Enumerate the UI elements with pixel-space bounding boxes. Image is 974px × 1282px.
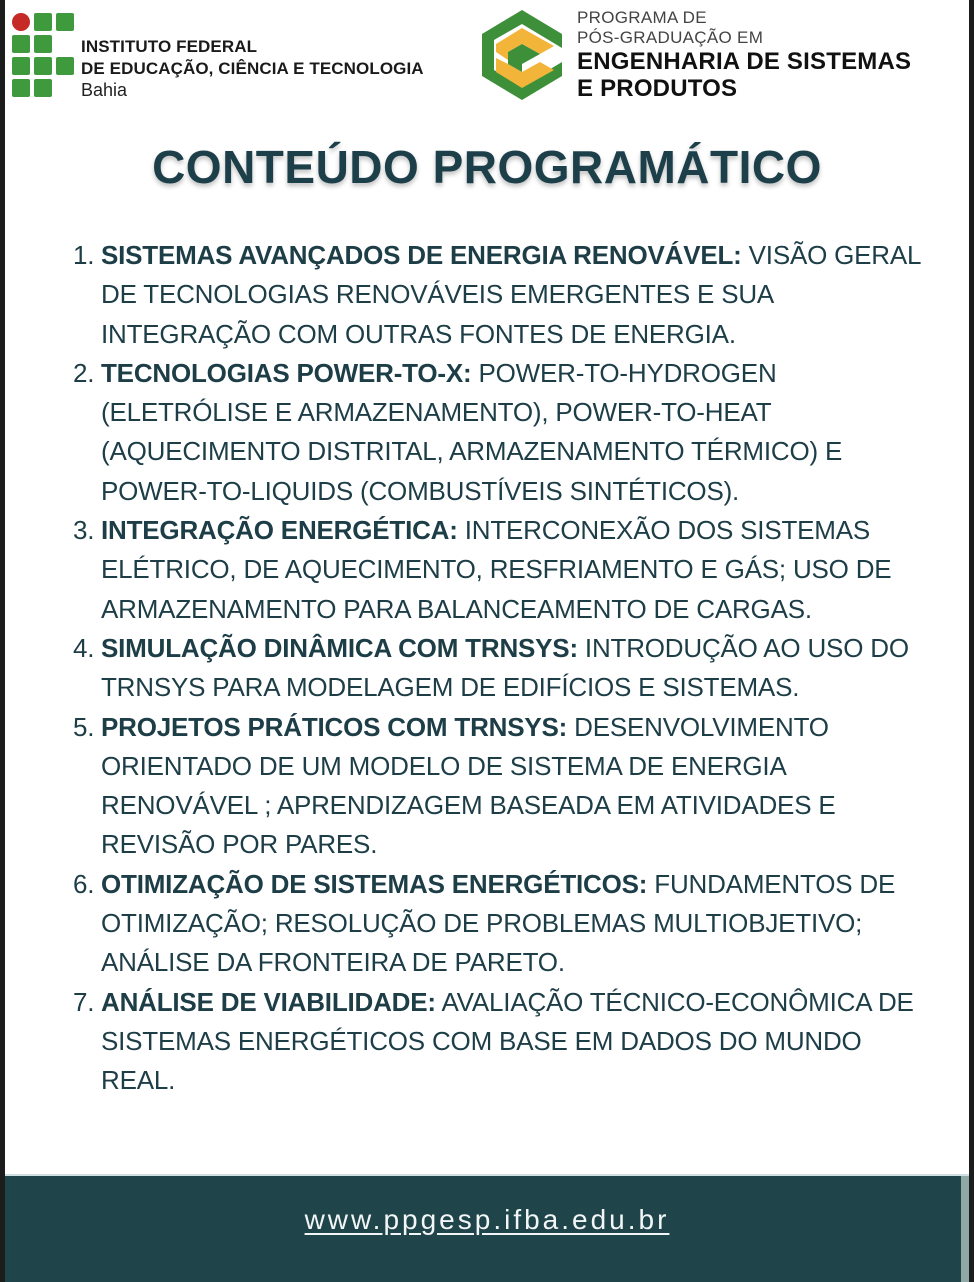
item-heading: TECNOLOGIAS POWER-TO-X: <box>101 357 472 388</box>
item-text: DESENVOLVIMENTO ORIENTADO DE UM MODELO DE SISTEMA DE ENERGIA RENOVÁVEL ; APRENDIZAGEM BASEADA EM ATIVIDADES E REVISÃO POR PARES. <box>101 711 836 860</box>
item-text: INTRODUÇÃO AO USO DO TRNSYS PARA MODELAGEM DE EDIFÍCIOS E SISTEMAS. <box>101 632 909 703</box>
item-number: 2. <box>73 357 95 388</box>
ifba-line-1: INSTITUTO FEDERAL <box>81 37 258 56</box>
list-item <box>73 511 923 629</box>
ifba-logo-icon <box>8 12 76 100</box>
item-heading: OTIMIZAÇÃO DE SISTEMAS ENERGÉTICOS: <box>101 868 648 899</box>
list-item <box>73 354 923 511</box>
item-number: 4. <box>73 632 95 663</box>
page-title: CONTEÚDO PROGRAMÁTICO <box>152 141 822 193</box>
ifba-line-2: DE EDUCAÇÃO, CIÊNCIA E TECNOLOGIA <box>81 59 424 78</box>
ifba-institution-name <box>81 36 424 100</box>
item-number: 1. <box>73 240 95 270</box>
item-heading: INTEGRAÇÃO ENERGÉTICA: <box>101 515 458 546</box>
syllabus-list <box>73 236 923 1101</box>
ifba-line-3: Bahia <box>81 80 128 100</box>
program-line-2: PÓS-GRADUAÇÃO EM <box>577 28 764 47</box>
right-frame-edge <box>969 0 974 1280</box>
list-item <box>73 236 923 354</box>
footer-bar <box>5 1174 969 1282</box>
item-text: POWER-TO-HYDROGEN (ELETRÓLISE E ARMAZENAMENTO), POWER-TO-HEAT (AQUECIMENTO DISTRITAL, ARMAZENAMENTO TÉRMICO) E POWER-TO-LIQUIDS (COMBUSTÍVEIS SINTÉTICOS). <box>101 357 843 506</box>
item-text: FUNDAMENTOS DE OTIMIZAÇÃO; RESOLUÇÃO DE PROBLEMAS MULTIOBJETIVO; ANÁLISE DA FRONTEIRA DE PARETO. <box>101 868 896 978</box>
ppgesp-logo-icon <box>480 8 564 102</box>
item-text: AVALIAÇÃO TÉCNICO-ECONÔMICA DE SISTEMAS ENERGÉTICOS COM BASE EM DADOS DO MUNDO REAL. <box>101 986 914 1096</box>
item-number: 3. <box>73 515 95 546</box>
list-item <box>73 983 923 1101</box>
website-link[interactable]: www.ppgesp.ifba.edu.br <box>304 1204 670 1235</box>
item-heading: SISTEMAS AVANÇADOS DE ENERGIA RENOVÁVEL: <box>101 240 742 270</box>
list-item <box>73 708 923 865</box>
item-number: 5. <box>73 711 95 742</box>
item-number: 6. <box>73 868 95 899</box>
item-heading: ANÁLISE DE VIABILIDADE: <box>101 986 436 1017</box>
list-item <box>73 629 923 708</box>
program-line-1: PROGRAMA DE <box>577 8 707 27</box>
footer-edge-strip <box>961 1176 969 1282</box>
item-number: 7. <box>73 986 95 1017</box>
document-page <box>5 0 969 1280</box>
item-heading: PROJETOS PRÁTICOS COM TRNSYS: <box>101 711 568 742</box>
item-text: VISÃO GERAL DE TECNOLOGIAS RENOVÁVEIS EMERGENTES E SUA INTEGRAÇÃO COM OUTRAS FONTES DE ENERGIA. <box>101 240 921 349</box>
program-line-4: E PRODUTOS <box>577 75 738 102</box>
program-name <box>577 8 911 102</box>
item-text: INTERCONEXÃO DOS SISTEMAS ELÉTRICO, DE AQUECIMENTO, RESFRIAMENTO E GÁS; USO DE ARMAZENAMENTO PARA BALANCEAMENTO DE CARGAS. <box>101 515 892 624</box>
item-heading: SIMULAÇÃO DINÂMICA COM TRNSYS: <box>101 632 578 663</box>
program-line-3: ENGENHARIA DE SISTEMAS <box>577 48 912 75</box>
list-item <box>73 865 923 983</box>
